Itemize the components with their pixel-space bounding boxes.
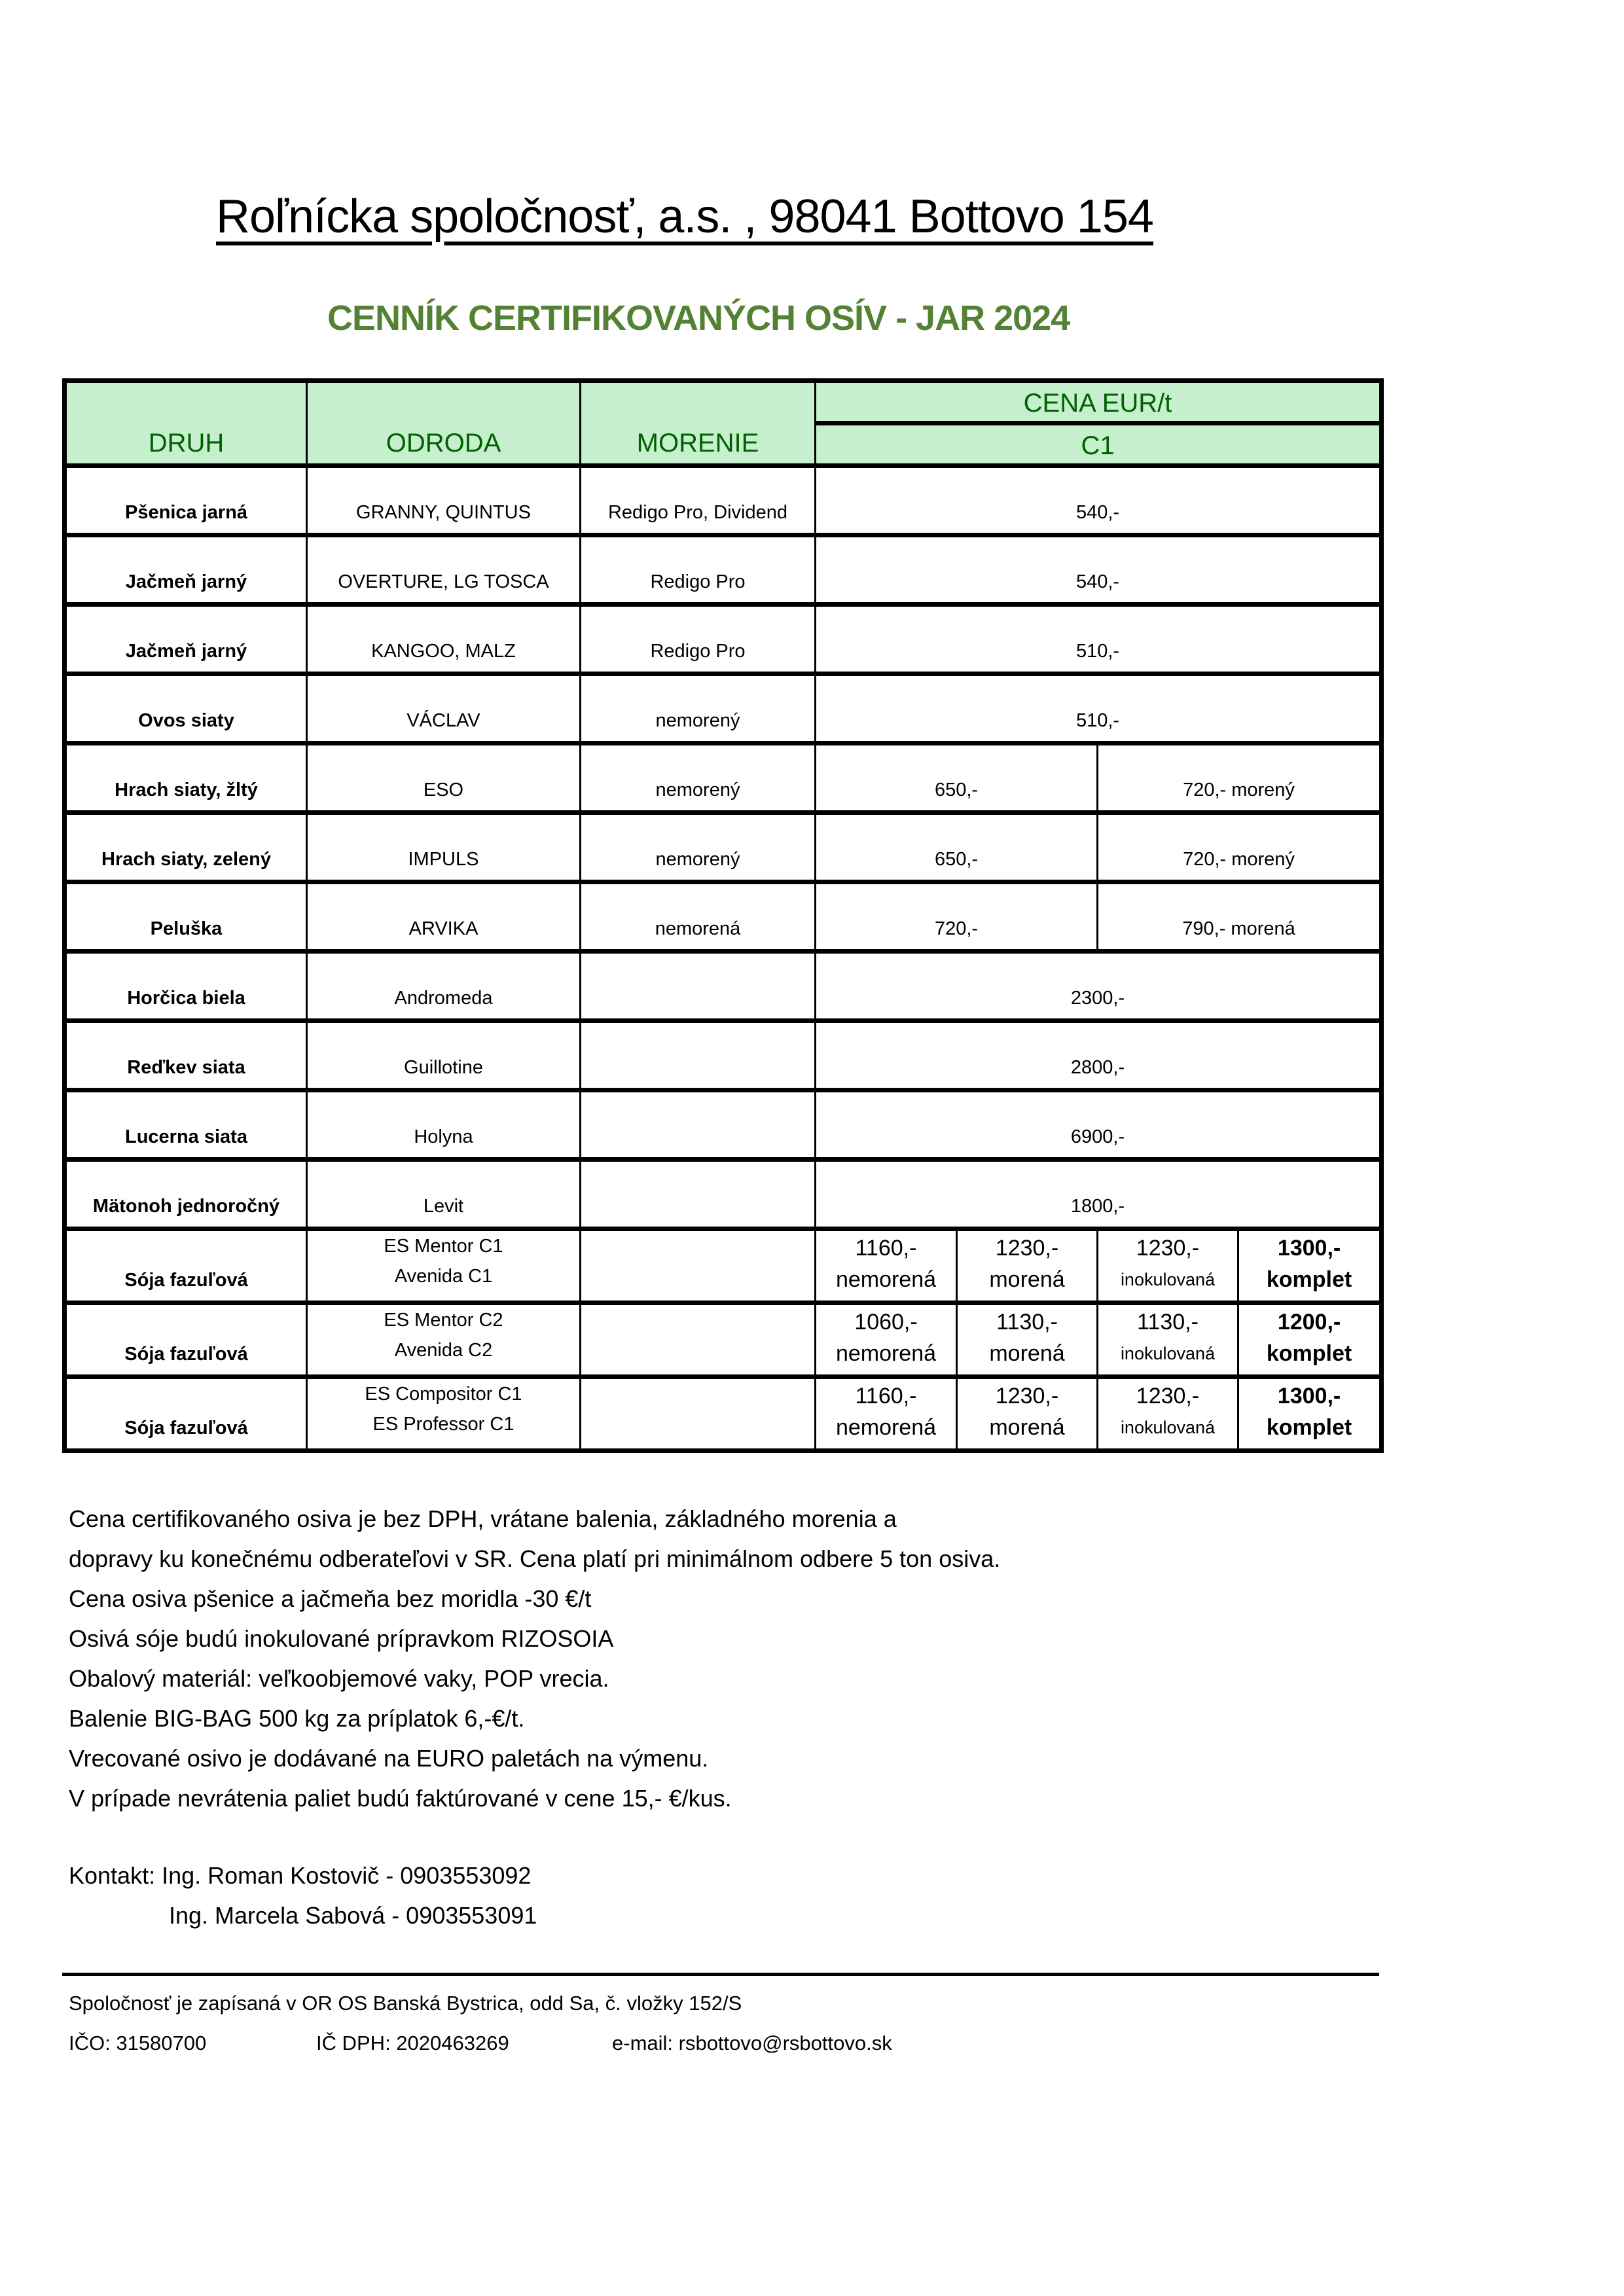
cell-price: 1800,- <box>816 1160 1382 1229</box>
cell-price-treated: 790,- morená <box>1098 882 1382 952</box>
note-line: V prípade nevrátenia paliet budú faktúrované v cene 15,- €/kus. <box>69 1785 732 1812</box>
cell-soy-price <box>1238 1303 1382 1377</box>
variety-name: ES Mentor C2 <box>384 1310 503 1331</box>
cell-druh: Sója fazuľová <box>65 1229 307 1303</box>
cell-soy-price <box>1098 1377 1238 1451</box>
header-row <box>65 381 1382 423</box>
cell-morenie <box>581 1377 816 1451</box>
cell-odroda: Holyna <box>307 1090 581 1160</box>
cell-morenie: Redigo Pro <box>581 535 816 605</box>
table-row-soy <box>65 1303 1382 1377</box>
soy-price: 1130,- <box>1137 1310 1199 1335</box>
note-line: Balenie BIG-BAG 500 kg za príplatok 6,-€/t. <box>69 1705 525 1732</box>
cell-price-treated: 720,- morený <box>1098 813 1382 882</box>
footer-registration: Spoločnosť je zapísaná v OR OS Banská Bystrica, odd Sa, č. vložky 152/S <box>69 1992 742 2015</box>
soy-price: 1130,- <box>996 1310 1058 1335</box>
cell-morenie: nemorený <box>581 674 816 744</box>
soy-price: 1230,- <box>995 1236 1059 1261</box>
header-druh: DRUH <box>65 381 307 466</box>
cell-odroda: OVERTURE, LG TOSCA <box>307 535 581 605</box>
cell-druh: Sója fazuľová <box>65 1303 307 1377</box>
table-row <box>65 882 1382 952</box>
cell-soy-price <box>816 1377 957 1451</box>
variety-name: ES Mentor C1 <box>384 1236 503 1257</box>
cell-odroda: Guillotine <box>307 1021 581 1090</box>
cell-price: 650,- <box>816 813 1098 882</box>
note-line: Osivá sóje budú inokulované prípravkom RIZOSOIA <box>69 1625 614 1652</box>
cell-odroda: IMPULS <box>307 813 581 882</box>
soy-price-label: nemorená <box>835 1267 937 1292</box>
cell-soy-price <box>1098 1229 1238 1303</box>
cell-morenie: nemorený <box>581 813 816 882</box>
cell-soy-price <box>1238 1229 1382 1303</box>
contact-line-2: Ing. Marcela Sabová - 0903553091 <box>169 1902 537 1929</box>
cell-morenie <box>581 1303 816 1377</box>
cell-druh: Hrach siaty, žltý <box>65 744 307 813</box>
cell-odroda: ARVIKA <box>307 882 581 952</box>
cell-soy-price <box>957 1303 1098 1377</box>
table-row-soy <box>65 1377 1382 1451</box>
notes <box>69 1499 1000 1818</box>
cell-morenie: nemorená <box>581 882 816 952</box>
cell-soy-price <box>816 1229 957 1303</box>
table-row <box>65 1090 1382 1160</box>
cell-morenie: nemorený <box>581 744 816 813</box>
cell-price: 540,- <box>816 466 1382 535</box>
table-row-soy <box>65 1229 1382 1303</box>
note-line: Obalový materiál: veľkoobjemové vaky, POP vrecia. <box>69 1665 609 1692</box>
soy-price: 1200,- <box>1277 1310 1341 1335</box>
cell-druh: Jačmeň jarný <box>65 535 307 605</box>
cell-morenie <box>581 1160 816 1229</box>
table-row <box>65 1021 1382 1090</box>
soy-price: 1060,- <box>854 1310 918 1335</box>
header-odroda: ODRODA <box>307 381 581 466</box>
footer-divider <box>62 1973 1379 1976</box>
soy-price-label: nemorená <box>835 1341 937 1366</box>
soy-price-label: nemorená <box>835 1415 937 1440</box>
variety-name: Avenida C2 <box>394 1340 493 1361</box>
soy-price-label: komplet <box>1266 1415 1352 1440</box>
soy-price: 1230,- <box>1136 1384 1200 1408</box>
cell-price: 2800,- <box>816 1021 1382 1090</box>
footer-email[interactable]: e-mail: rsbottovo@rsbottovo.sk <box>612 2032 892 2054</box>
soy-price-label: komplet <box>1266 1267 1352 1292</box>
cell-morenie <box>581 1229 816 1303</box>
cell-price: 540,- <box>816 535 1382 605</box>
cell-odroda: KANGOO, MALZ <box>307 605 581 674</box>
soy-price: 1230,- <box>1136 1236 1200 1261</box>
table-row <box>65 674 1382 744</box>
note-line: Cena osiva pšenice a jačmeňa bez moridla -30 €/t <box>69 1585 592 1612</box>
cell-price: 2300,- <box>816 952 1382 1021</box>
soy-price-label: morená <box>989 1267 1065 1292</box>
cell-odroda <box>307 1303 581 1377</box>
soy-price-label: komplet <box>1266 1341 1352 1366</box>
soy-price-label: inokulovaná <box>1120 1418 1216 1437</box>
table-row <box>65 466 1382 535</box>
contact <box>69 1856 537 1935</box>
cell-soy-price <box>1238 1377 1382 1451</box>
cell-druh: Mätonoh jednoročný <box>65 1160 307 1229</box>
table-row <box>65 744 1382 813</box>
cell-price: 720,- <box>816 882 1098 952</box>
cell-soy-price <box>957 1377 1098 1451</box>
cell-druh: Ovos siaty <box>65 674 307 744</box>
cell-morenie: Redigo Pro <box>581 605 816 674</box>
cell-druh: Pšenica jarná <box>65 466 307 535</box>
note-line: dopravy ku konečnému odberateľovi v SR. Cena platí pri minimálnom odbere 5 ton osiva. <box>69 1545 1001 1572</box>
cell-price: 6900,- <box>816 1090 1382 1160</box>
company-heading: Roľnícka spoločnosť, a.s. , 98041 Bottovo 154 <box>216 190 1153 243</box>
cell-price-treated: 720,- morený <box>1098 744 1382 813</box>
cell-druh: Horčica biela <box>65 952 307 1021</box>
cell-druh: Sója fazuľová <box>65 1377 307 1451</box>
cell-price: 510,- <box>816 605 1382 674</box>
footer-ico: IČO: 31580700 <box>69 2032 207 2054</box>
soy-price: 1160,- <box>855 1384 917 1408</box>
cell-morenie <box>581 1090 816 1160</box>
cell-odroda: Levit <box>307 1160 581 1229</box>
soy-price-label: inokulovaná <box>1120 1270 1216 1289</box>
variety-name: Avenida C1 <box>394 1266 493 1287</box>
table-row <box>65 535 1382 605</box>
note-line: Cena certifikovaného osiva je bez DPH, vrátane balenia, základného morenia a <box>69 1505 897 1532</box>
price-table <box>62 378 1384 1453</box>
cell-soy-price <box>1098 1303 1238 1377</box>
cell-druh: Peluška <box>65 882 307 952</box>
soy-price-label: morená <box>989 1341 1065 1366</box>
cell-druh: Jačmeň jarný <box>65 605 307 674</box>
table-row <box>65 1160 1382 1229</box>
cell-odroda: VÁCLAV <box>307 674 581 744</box>
footer-dic: IČ DPH: 2020463269 <box>316 2032 509 2054</box>
cell-odroda: GRANNY, QUINTUS <box>307 466 581 535</box>
cell-morenie: Redigo Pro, Dividend <box>581 466 816 535</box>
cell-morenie <box>581 952 816 1021</box>
cell-odroda <box>307 1229 581 1303</box>
cell-druh: Lucerna siata <box>65 1090 307 1160</box>
table-row <box>65 813 1382 882</box>
cell-odroda: ESO <box>307 744 581 813</box>
header-cena: CENA EUR/t <box>816 381 1382 423</box>
cell-odroda <box>307 1377 581 1451</box>
table-row <box>65 952 1382 1021</box>
soy-price: 1230,- <box>995 1384 1059 1408</box>
note-line: Vrecované osivo je dodávané na EURO paletách na výmenu. <box>69 1745 709 1772</box>
header-morenie: MORENIE <box>581 381 816 466</box>
footer <box>69 1983 892 2063</box>
cell-price: 650,- <box>816 744 1098 813</box>
variety-name: ES Compositor C1 <box>365 1384 522 1405</box>
contact-line-1: Kontakt: Ing. Roman Kostovič - 0903553092 <box>69 1862 532 1889</box>
cell-price: 510,- <box>816 674 1382 744</box>
cell-druh: Reďkev siata <box>65 1021 307 1090</box>
soy-price: 1300,- <box>1277 1236 1341 1261</box>
cell-odroda: Andromeda <box>307 952 581 1021</box>
header-c1: C1 <box>816 423 1382 466</box>
table-row <box>65 605 1382 674</box>
cell-soy-price <box>957 1229 1098 1303</box>
soy-price-label: inokulovaná <box>1120 1344 1216 1363</box>
cell-morenie <box>581 1021 816 1090</box>
cell-druh: Hrach siaty, zelený <box>65 813 307 882</box>
soy-price: 1160,- <box>855 1236 917 1261</box>
soy-price-label: morená <box>989 1415 1065 1440</box>
variety-name: ES Professor C1 <box>372 1414 514 1435</box>
cell-soy-price <box>816 1303 957 1377</box>
price-list-title: CENNÍK CERTIFIKOVANÝCH OSÍV - JAR 2024 <box>327 298 1070 338</box>
soy-price: 1300,- <box>1277 1384 1341 1408</box>
